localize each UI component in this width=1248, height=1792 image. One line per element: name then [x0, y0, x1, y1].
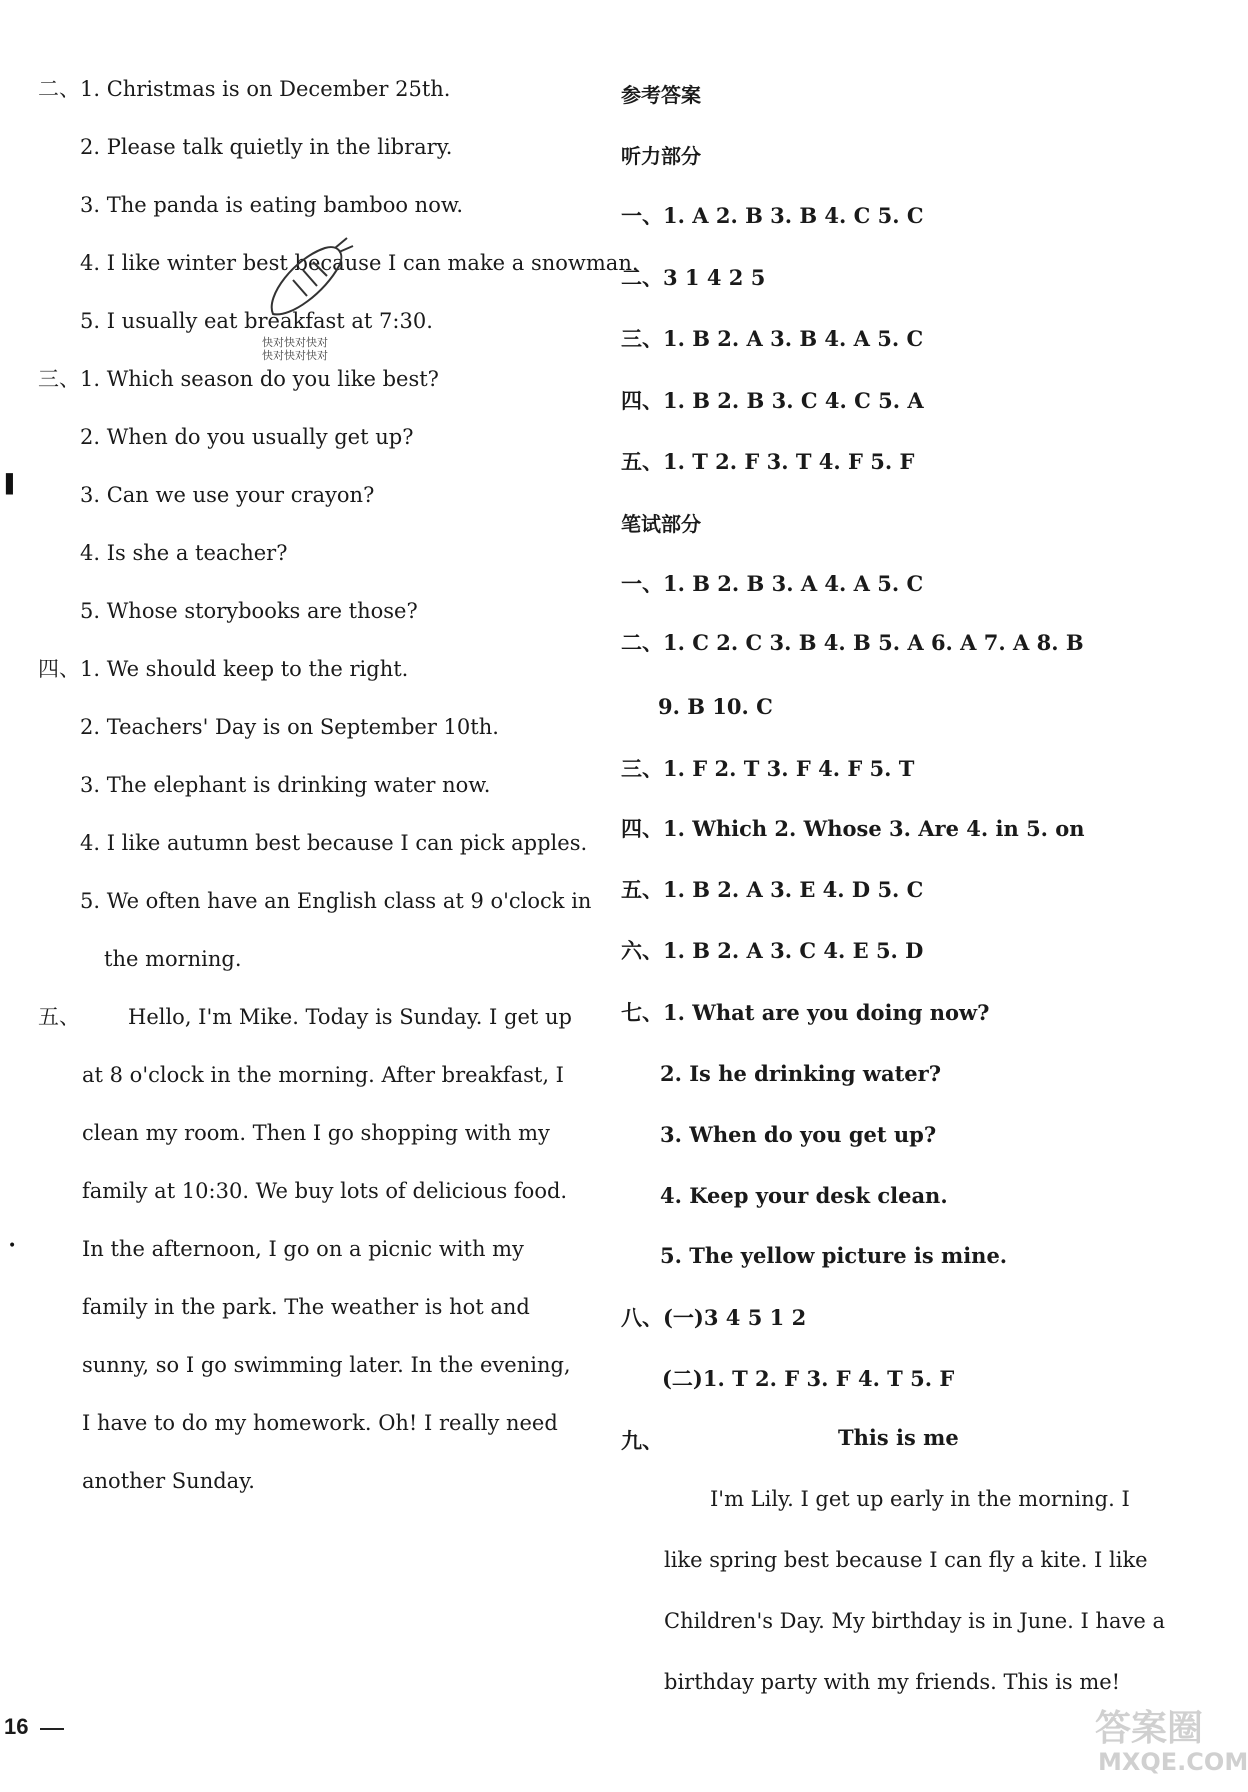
- sec3-item-2: 2. When do you usually get up?: [80, 425, 414, 449]
- sec4-item-3: 3. The elephant is drinking water now.: [80, 773, 491, 797]
- sec5-line-3: clean my room. Then I go shopping with my: [82, 1121, 550, 1145]
- sec5-line-4: family at 10:30. We buy lots of delicious food.: [82, 1179, 568, 1203]
- sec5-line-5: In the afternoon, I go on a picnic with my: [82, 1237, 524, 1261]
- written-answer-row: 五、1. B 2. A 3. E 4. D 5. C: [621, 877, 924, 902]
- sec2-item-3: 3. The panda is eating bamboo now.: [80, 193, 463, 217]
- written-answer-row: 2. Is he drinking water?: [660, 1061, 942, 1086]
- written-answer-row: 四、1. Which 2. Whose 3. Are 4. in 5. on: [621, 816, 1085, 841]
- site-watermark-logo: 答案圈: [1095, 1708, 1204, 1749]
- essay-line-2: like spring best because I can fly a kite. I like: [664, 1548, 1148, 1572]
- listening-answer-row: 四、1. B 2. B 3. C 4. C 5. A: [621, 388, 924, 413]
- sec5-line-2: at 8 o'clock in the morning. After breakfast, I: [82, 1063, 564, 1087]
- sec9-label: 九、: [621, 1428, 663, 1453]
- sec4-label: 四、: [38, 657, 80, 681]
- sec3-label: 三、: [38, 367, 80, 391]
- essay-title: This is me: [838, 1425, 959, 1450]
- listening-answer-row: 五、1. T 2. F 3. T 4. F 5. F: [621, 449, 915, 474]
- listening-answer-row: 二、3 1 4 2 5: [621, 265, 766, 290]
- sec2-item-1: 二、1. Christmas is on December 25th.: [38, 77, 451, 101]
- written-heading: 笔试部分: [621, 512, 701, 536]
- sec2-item-5: 5. I usually eat breakfast at 7:30.: [80, 309, 433, 333]
- sec4-item-5: 5. We often have an English class at 9 o'clock in: [80, 889, 592, 913]
- sec5-line-6: family in the park. The weather is hot and: [82, 1295, 530, 1319]
- listening-heading: 听力部分: [621, 144, 701, 168]
- binding-mark: •: [8, 1238, 17, 1254]
- written-answer-row: 七、1. What are you doing now?: [621, 1000, 990, 1025]
- carrot-logo-icon: [255, 236, 355, 326]
- site-watermark-url: MXQE.COM: [1098, 1748, 1248, 1776]
- listening-answer-row: 一、1. A 2. B 3. B 4. C 5. C: [621, 203, 924, 228]
- sec4-item-4: 4. I like autumn best because I can pick apples.: [80, 831, 588, 855]
- sec4-item-2: 2. Teachers' Day is on September 10th.: [80, 715, 499, 739]
- sec3-item-4: 4. Is she a teacher?: [80, 541, 288, 565]
- page-number-dash: [40, 1728, 64, 1730]
- written-answer-row: 9. B 10. C: [658, 694, 773, 719]
- page-number: 16: [4, 1714, 29, 1739]
- sec3-item-1: 三、1. Which season do you like best?: [38, 367, 439, 391]
- written-answer-row: 5. The yellow picture is mine.: [660, 1243, 1008, 1268]
- written-answer-row: 二、1. C 2. C 3. B 4. B 5. A 6. A 7. A 8. B: [621, 630, 1084, 655]
- written-answer-row: 4. Keep your desk clean.: [660, 1183, 948, 1208]
- sec2-item-4: 4. I like winter best because I can make a snowman.: [80, 251, 639, 275]
- watermark-caption: 快对快对快对 快对快对快对: [262, 336, 328, 362]
- sec4-item-5-cont: the morning.: [104, 947, 242, 971]
- sec5-line-1: Hello, I'm Mike. Today is Sunday. I get up: [128, 1005, 572, 1029]
- sec2-item-2: 2. Please talk quietly in the library.: [80, 135, 453, 159]
- written-answer-row: 三、1. F 2. T 3. F 4. F 5. T: [621, 756, 915, 781]
- essay-line-3: Children's Day. My birthday is in June. I have a: [664, 1609, 1166, 1633]
- written-answer-row: 3. When do you get up?: [660, 1122, 937, 1147]
- listening-answer-row: 三、1. B 2. A 3. B 4. A 5. C: [621, 326, 924, 351]
- sec5-line-7: sunny, so I go swimming later. In the evening,: [82, 1353, 571, 1377]
- sec2-label: 二、: [38, 77, 80, 101]
- sec3-item-3: 3. Can we use your crayon?: [80, 483, 375, 507]
- written-answer-row: 八、(一)3 4 5 1 2: [621, 1305, 807, 1330]
- written-answer-row: (二)1. T 2. F 3. F 4. T 5. F: [662, 1366, 955, 1391]
- essay-line-1: I'm Lily. I get up early in the morning. I: [710, 1487, 1130, 1511]
- answer-key-title: 参考答案: [621, 83, 701, 107]
- sec5-line-8: I have to do my homework. Oh! I really need: [82, 1411, 558, 1435]
- written-answer-row: 一、1. B 2. B 3. A 4. A 5. C: [621, 571, 924, 596]
- essay-line-4: birthday party with my friends. This is me!: [664, 1670, 1121, 1694]
- sec5-line-9: another Sunday.: [82, 1469, 255, 1493]
- sec3-item-5: 5. Whose storybooks are those?: [80, 599, 418, 623]
- sec5-label: 五、: [38, 1005, 80, 1029]
- sec4-item-1: 四、1. We should keep to the right.: [38, 657, 409, 681]
- written-answer-row: 六、1. B 2. A 3. C 4. E 5. D: [621, 938, 924, 963]
- binding-mark: ▌: [6, 474, 20, 495]
